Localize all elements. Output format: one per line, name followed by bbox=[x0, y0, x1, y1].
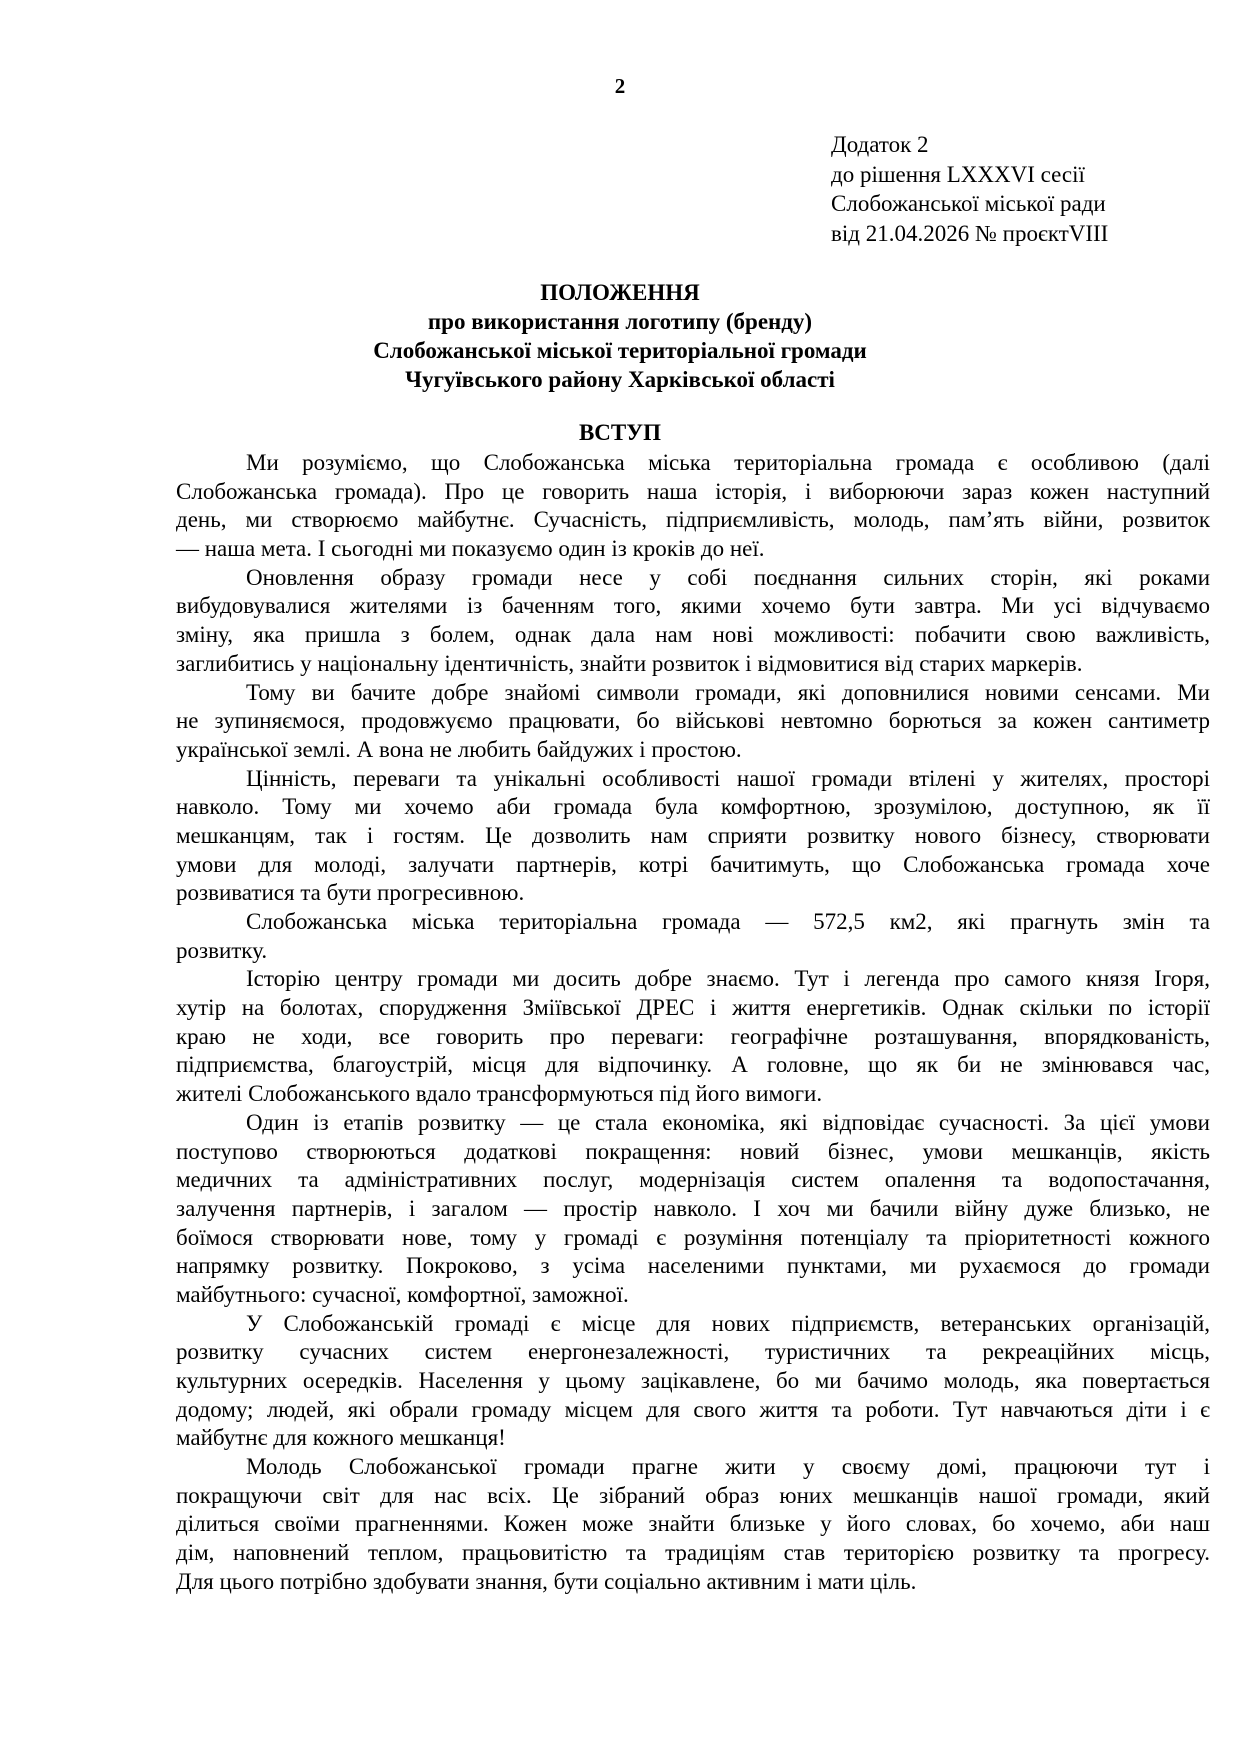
paragraph-line: поступово створюються додаткові покращення: новий бізнес, умови мешканців, якість bbox=[176, 1138, 1210, 1164]
paragraph bbox=[176, 679, 1210, 765]
title-main: ПОЛОЖЕННЯ bbox=[540, 280, 700, 305]
paragraph-line: краю не ходи, все говорить про переваги: географічне розташування, впорядкованість, bbox=[176, 1023, 1210, 1049]
section-heading: ВСТУП bbox=[578, 420, 662, 445]
paragraph-line: ділиться своїми прагненнями. Кожен може знайти близьке у його словах, бо хочемо, аби наш bbox=[176, 1511, 1210, 1537]
paragraph-line: Історію центру громади ми досить добре знаємо. Тут і легенда про самого князя Ігоря, bbox=[246, 966, 1210, 992]
paragraph-line: — наша мета. І сьогодні ми показуємо один із кроків до неї. bbox=[176, 536, 765, 562]
paragraph-line: Ми розуміємо, що Слобожанська міська територіальна громада є особливою (далі bbox=[246, 450, 1210, 475]
title-region: Чугуївського району Харківської області bbox=[405, 367, 835, 392]
paragraph-line: майбутнього: сучасної, комфортної, заможної. bbox=[176, 1281, 629, 1307]
paragraph-line: залучення партнерів, і загалом — простір навколо. І хоч ми бачили війну дуже близько, не bbox=[176, 1195, 1210, 1221]
paragraph-line: дім, наповнений теплом, працьовитістю та традиціям став територією розвитку та прогресу. bbox=[176, 1540, 1210, 1566]
paragraph-line: Слобожанська міська територіальна громада — 572,5 км2, які прагнуть змін та bbox=[246, 909, 1210, 934]
paragraph-line: день, ми створюємо майбутнє. Сучасність, підприємливість, молодь, пам’ять війни, розвиток bbox=[176, 507, 1210, 533]
paragraph-line: Один із етапів розвитку — це стала економіка, які відповідає сучасності. За цієї умови bbox=[246, 1109, 1210, 1135]
paragraph-line: покращуючи світ для нас всіх. Це зібраний образ юних мешканців нашої громади, який bbox=[176, 1482, 1210, 1508]
paragraph-line: не зупиняємося, продовжуємо працювати, бо військові невтомно борються за кожен сантиметр bbox=[176, 708, 1210, 734]
paragraph-line: майбутнє для кожного мешканця! bbox=[176, 1425, 506, 1451]
annex-decision: до рішення LXXXVI сесії bbox=[831, 161, 1085, 187]
paragraph-line: культурних осередків. Населення у цьому зацікавлене, бо ми бачимо молодь, яка повертається bbox=[176, 1368, 1210, 1393]
annex-block bbox=[831, 130, 1108, 248]
paragraph-line: розвиватися та бути прогресивною. bbox=[176, 880, 525, 906]
paragraph-line: хутір на болотах, спорудження Зміївської ДРЕС і життя енергетиків. Однак скільки по історії bbox=[176, 995, 1210, 1021]
paragraph-line: додому; людей, які обрали громаду місцем для свого життя та роботи. Тут навчаються діти і є bbox=[176, 1396, 1210, 1422]
paragraph-line: Оновлення образу громади несе у собі поєднання сильних сторін, які роками bbox=[246, 564, 1210, 590]
paragraph bbox=[176, 1453, 1210, 1596]
annex-council: Слобожанської міської ради bbox=[831, 191, 1106, 216]
paragraph bbox=[176, 449, 1210, 564]
paragraph-line: розвитку. bbox=[176, 937, 268, 963]
paragraph-line: української землі. А вона не любить байдужих і простою. bbox=[176, 736, 742, 762]
paragraph-line: медичних та адміністративних послуг, модернізація систем опалення та водопостачання, bbox=[176, 1167, 1210, 1193]
paragraph bbox=[176, 564, 1210, 679]
paragraph-line: навколо. Тому ми хочемо аби громада була комфортною, зрозумілою, доступною, як її bbox=[176, 794, 1210, 820]
title-community: Слобожанської міської територіальної громади bbox=[373, 338, 867, 363]
paragraph-line: У Слобожанській громаді є місце для нових підприємств, ветеранських організацій, bbox=[246, 1310, 1210, 1336]
paragraph-line: умови для молоді, залучати партнерів, котрі бачитимуть, що Слобожанська громада хоче bbox=[176, 851, 1210, 877]
paragraph-line: заглибитись у національну ідентичність, знайти розвиток і відмовитися від старих маркерів. bbox=[176, 650, 1083, 676]
paragraph bbox=[176, 1109, 1210, 1310]
paragraph bbox=[176, 965, 1210, 1108]
paragraph-line: боїмося створювати нове, тому у громаді є розуміння потенціалу та пріоритетності кожного bbox=[176, 1224, 1210, 1250]
paragraph-line: напрямку розвитку. Покроково, з усіма населеними пунктами, ми рухаємося до громади bbox=[176, 1253, 1210, 1279]
paragraph-line: вибудовувалися жителями із баченням того, якими хочемо бути завтра. Ми усі відчуваємо bbox=[176, 593, 1210, 619]
page-number: 2 bbox=[614, 74, 626, 98]
paragraph-line: жителі Слобожанського вдало трансформуються під його вимоги. bbox=[176, 1081, 823, 1107]
paragraph-line: Цінність, переваги та унікальні особливості нашої громади втілені у жителях, просторі bbox=[246, 765, 1210, 791]
paragraph-line: Для цього потрібно здобувати знання, бути соціально активним і мати ціль. bbox=[176, 1568, 917, 1594]
paragraph-line: Слобожанська громада). Про це говорить наша історія, і виборюючи зараз кожен наступний bbox=[176, 478, 1210, 504]
paragraph-line: зміну, яка пришла з болем, однак дала нам нові можливості: побачити свою важливість, bbox=[176, 622, 1210, 648]
title-subtitle: про використання логотипу (бренду) bbox=[427, 309, 813, 334]
document-body bbox=[176, 449, 1210, 1597]
paragraph-line: підприємства, благоустрій, місця для відпочинку. А головне, що як би не змінювався час, bbox=[176, 1052, 1210, 1078]
paragraph-line: мешканцям, так і гостям. Це дозволить нам сприяти розвитку нового бізнесу, створювати bbox=[176, 822, 1210, 848]
paragraph bbox=[176, 908, 1210, 965]
paragraph-line: розвитку сучасних систем енергонезалежності, туристичних та рекреаційних місць, bbox=[176, 1339, 1210, 1365]
paragraph bbox=[176, 1310, 1210, 1453]
paragraph-line: Тому ви бачите добре знайомі символи громади, які доповнилися новими сенсами. Ми bbox=[246, 679, 1210, 705]
paragraph-line: Молодь Слобожанської громади прагне жити у своєму домі, працюючи тут і bbox=[246, 1454, 1210, 1480]
annex-date: від 21.04.2026 № проєктVIII bbox=[831, 220, 1109, 246]
paragraph bbox=[176, 765, 1210, 908]
annex-title: Додаток 2 bbox=[831, 132, 929, 157]
document-title bbox=[0, 278, 1240, 394]
